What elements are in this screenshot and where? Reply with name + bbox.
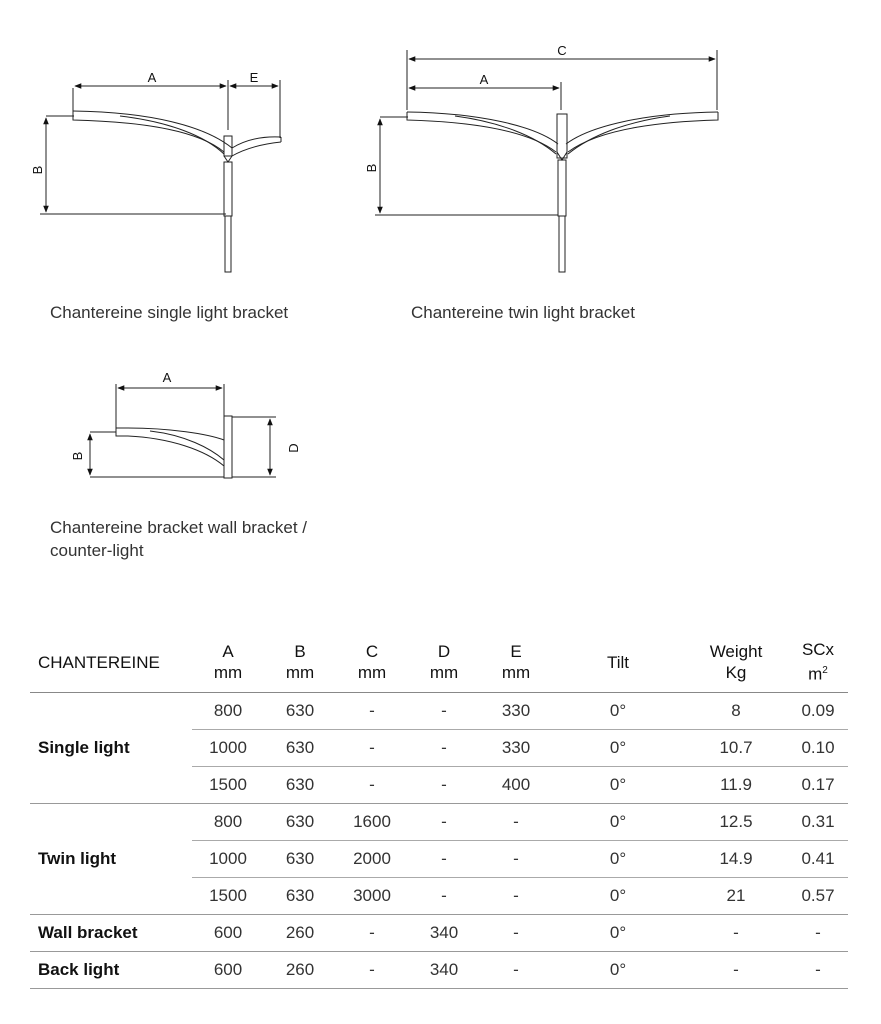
table-row: Single light 800 630 - - 330 0° 8 0.09	[30, 693, 848, 730]
table-row: 1500 630 3000 - - 0° 21 0.57	[30, 878, 848, 915]
header-weight: Weight Kg	[684, 632, 788, 693]
wall-caption-line1: Chantereine bracket wall bracket /	[50, 518, 308, 537]
header-b: B mm	[264, 632, 336, 693]
wall-caption-line2: counter-light	[50, 541, 144, 560]
dim-a-label: A	[162, 370, 172, 385]
dim-b-label: B	[30, 165, 45, 175]
twin-bracket-caption: Chantereine twin light bracket	[411, 303, 635, 322]
dim-b-label: B	[364, 163, 379, 173]
single-bracket-caption: Chantereine single light bracket	[50, 303, 289, 322]
single-bracket-diagram	[0, 60, 300, 280]
twin-bracket-diagram	[360, 40, 740, 280]
dim-e-label: E	[249, 70, 259, 85]
spec-table	[30, 632, 848, 989]
wall-bracket-caption	[50, 516, 307, 562]
header-name: CHANTEREINE	[30, 632, 192, 693]
header-scx: SCx $m^2$	[788, 632, 848, 693]
group-twin-light: Twin light	[30, 804, 192, 915]
table-row: 1500 630 - - 400 0° 11.9 0.17	[30, 767, 848, 804]
header-e: E mm	[480, 632, 552, 693]
group-single-light: Single light	[30, 693, 192, 804]
table-header-row	[30, 632, 848, 693]
header-c: C mm	[336, 632, 408, 693]
wall-bracket-diagram	[60, 360, 320, 490]
group-wall-bracket: Wall bracket	[30, 915, 192, 952]
table-row: Wall bracket 600 260 - 340 - 0° - -	[30, 915, 848, 952]
dim-c-label: C	[557, 43, 567, 58]
header-d: D mm	[408, 632, 480, 693]
dim-d-label: D	[286, 443, 301, 453]
group-back-light: Back light	[30, 952, 192, 989]
header-a: A mm	[192, 632, 264, 693]
table-row: 1000 630 2000 - - 0° 14.9 0.41	[30, 841, 848, 878]
dim-a-label: A	[147, 70, 157, 85]
table-row: Back light 600 260 - 340 - 0° - -	[30, 952, 848, 989]
table-row: 1000 630 - - 330 0° 10.7 0.10	[30, 730, 848, 767]
table-row: Twin light 800 630 1600 - - 0° 12.5 0.31	[30, 804, 848, 841]
dim-b-label: B	[70, 451, 85, 461]
dim-a-label: A	[479, 72, 489, 87]
header-tilt: Tilt	[552, 632, 684, 693]
